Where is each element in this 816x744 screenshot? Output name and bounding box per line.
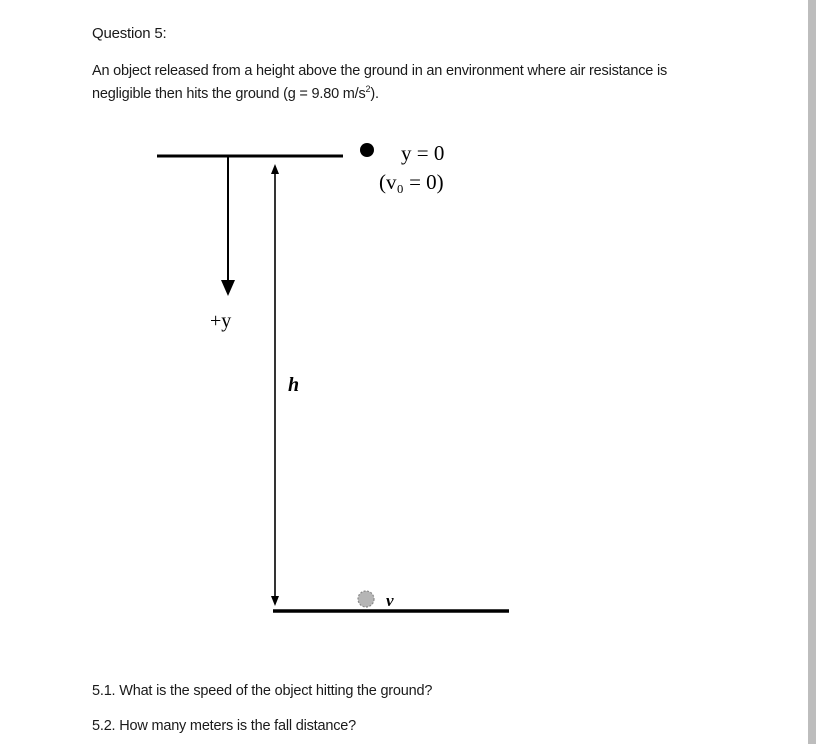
- landing-ball: [358, 591, 374, 607]
- question-text-exponent: 2: [365, 84, 371, 95]
- height-arrow-top-head: [271, 164, 279, 174]
- initial-velocity-label: (v₀ = 0): [379, 170, 444, 194]
- height-arrow-bottom-head: [271, 596, 279, 606]
- height-label: h: [288, 374, 300, 396]
- page-edge-divider: [808, 0, 816, 744]
- question-title: Question 5:: [92, 25, 167, 42]
- final-velocity-label: v: [386, 591, 394, 610]
- positive-y-label: +y: [210, 310, 232, 332]
- positive-y-arrow-head: [221, 280, 235, 296]
- question-text-end: ).: [370, 86, 379, 102]
- subquestion-5-2: 5.2. How many meters is the fall distance?: [92, 718, 356, 734]
- released-ball: [360, 143, 374, 157]
- subquestion-5-1: 5.1. What is the speed of the object hitting the ground?: [92, 683, 433, 699]
- question-text-main: An object released from a height above the ground in an environment where air resistance is negligible then hits the ground (g = 9.80 m/s: [92, 63, 668, 102]
- y-zero-label: y = 0: [401, 141, 445, 165]
